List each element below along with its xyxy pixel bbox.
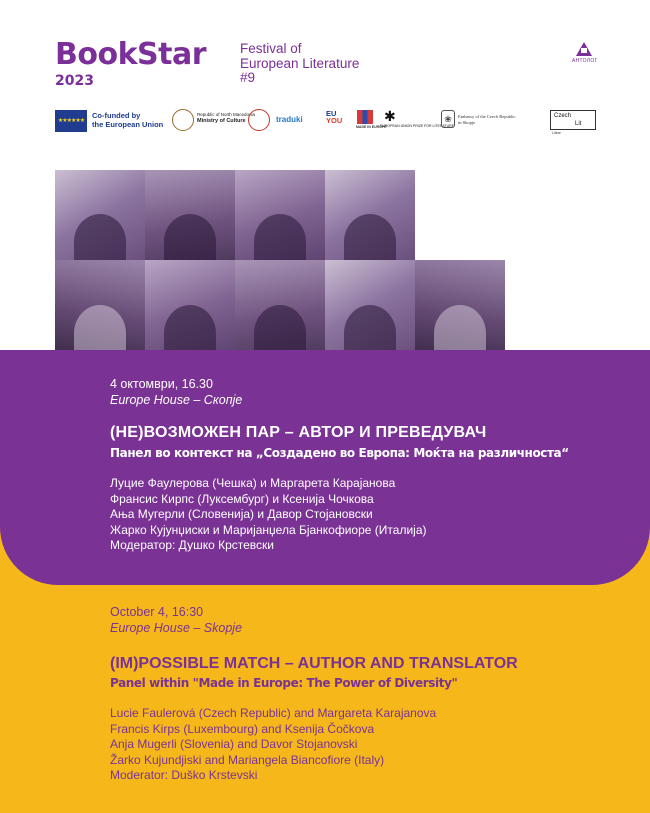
participant-line: Anja Mugerli (Slovenia) and Davor Stojanovski [110,737,358,751]
eu-cofunded-label [92,111,163,129]
author-photo [415,260,505,352]
traduki-logo: traduki [276,115,303,124]
made-in-europe-label: MADE IN EUROPE [356,125,387,129]
event-subtitle-en: Panel within "Made in Europe: The Power of Diversity" [110,676,458,690]
eu-flag-icon: ★★★★★★ [55,110,87,132]
author-photo [325,260,415,352]
eu-and-you-line: YOU [326,116,343,125]
ministry-line: Ministry of Culture [197,118,246,124]
brand-name: BookStar [55,37,207,72]
participant-line: Франсис Кирпс (Луксембург) и Ксенија Чочкова [110,491,374,506]
a-triangle-icon [576,42,592,56]
author-photo [235,170,325,260]
publisher-logo [572,42,596,70]
czech-embassy-label [458,114,516,126]
czechlit-logo [550,110,596,130]
participant-line: Lucie Faulerová (Czech Republic) and Margareta Karajanova [110,706,437,720]
author-photo [145,260,235,352]
event-subtitle-mk: Панел во контекст на „Создадено во Европа: Моќта на различноста“ [110,446,569,460]
author-photo [145,170,235,260]
participants-list-en [110,706,436,784]
eupl-label: EUROPEAN UNION PRIZE FOR LITERATURE [380,124,455,128]
coat-of-arms-icon [172,109,194,131]
festival-line: Festival of [240,41,302,56]
seal-logo-icon [248,109,270,131]
publisher-logo-caption: АНТОЛОГ [572,58,598,64]
made-in-europe-icon [357,110,373,124]
participant-line: Francis Kirps (Luxembourg) and Ksenija Čočkova [110,721,375,736]
czechlit-word: Lit [575,121,582,127]
event-title-en: (IM)POSSIBLE MATCH – AUTHOR AND TRANSLATOR [110,655,518,672]
ministry-label [197,112,255,124]
event-title-mk: (НЕ)ВОЗМОЖЕН ПАР – АВТОР И ПРЕВЕДУВАЧ [110,424,487,441]
author-photo [325,170,415,260]
festival-line: European Literature [240,55,360,71]
eu-cofunded-line: Co-funded by [92,111,141,120]
event-date-mk: 4 октомври, 16.30 [110,377,213,391]
moderator-line: Модератор: Душко Крстевски [110,538,274,552]
event-date-en: October 4, 16:30 [110,605,204,619]
festival-title [240,42,359,86]
author-photo [55,170,145,260]
czech-embassy-line: in Skopje [458,120,476,125]
eu-and-you-logo [326,110,342,124]
moderator-line: Moderator: Duško Krstevski [110,768,258,782]
eu-and-you-line: EU [326,109,337,118]
czechlit-word: Czech [554,113,572,119]
czech-embassy-line: Embassy of the Czech Republic [458,114,516,119]
czech-emblem-icon: ❀ [441,110,455,128]
festival-line: #9 [240,70,256,85]
participants-list-mk [110,476,426,554]
brand-year: 2023 [55,73,94,89]
czechlit-caption: Litear [552,131,561,135]
participant-line: Ања Мугерли (Словенија) и Давор Стојановски [110,507,373,521]
event-venue-mk: Europe House – Скопје [110,393,243,407]
ministry-line: Republic of North Macedonia [197,112,256,117]
participant-line: Žarko Kujundjiski and Mariangela Biancofiore (Italy) [110,752,385,767]
participant-line: Жарко Кујунџиски и Маријанџела Бјанкофиоре (Италија) [110,522,427,537]
participant-line: Луцие Фаулерова (Чешка) и Маргарета Карајанова [110,476,396,490]
festival-logo [55,37,207,90]
author-photo [235,260,325,352]
eupl-star-icon: ✱ [384,108,396,124]
eu-cofunded-line: the European Union [92,120,164,129]
author-photo [55,260,145,352]
event-venue-en: Europe House – Skopje [110,621,243,635]
